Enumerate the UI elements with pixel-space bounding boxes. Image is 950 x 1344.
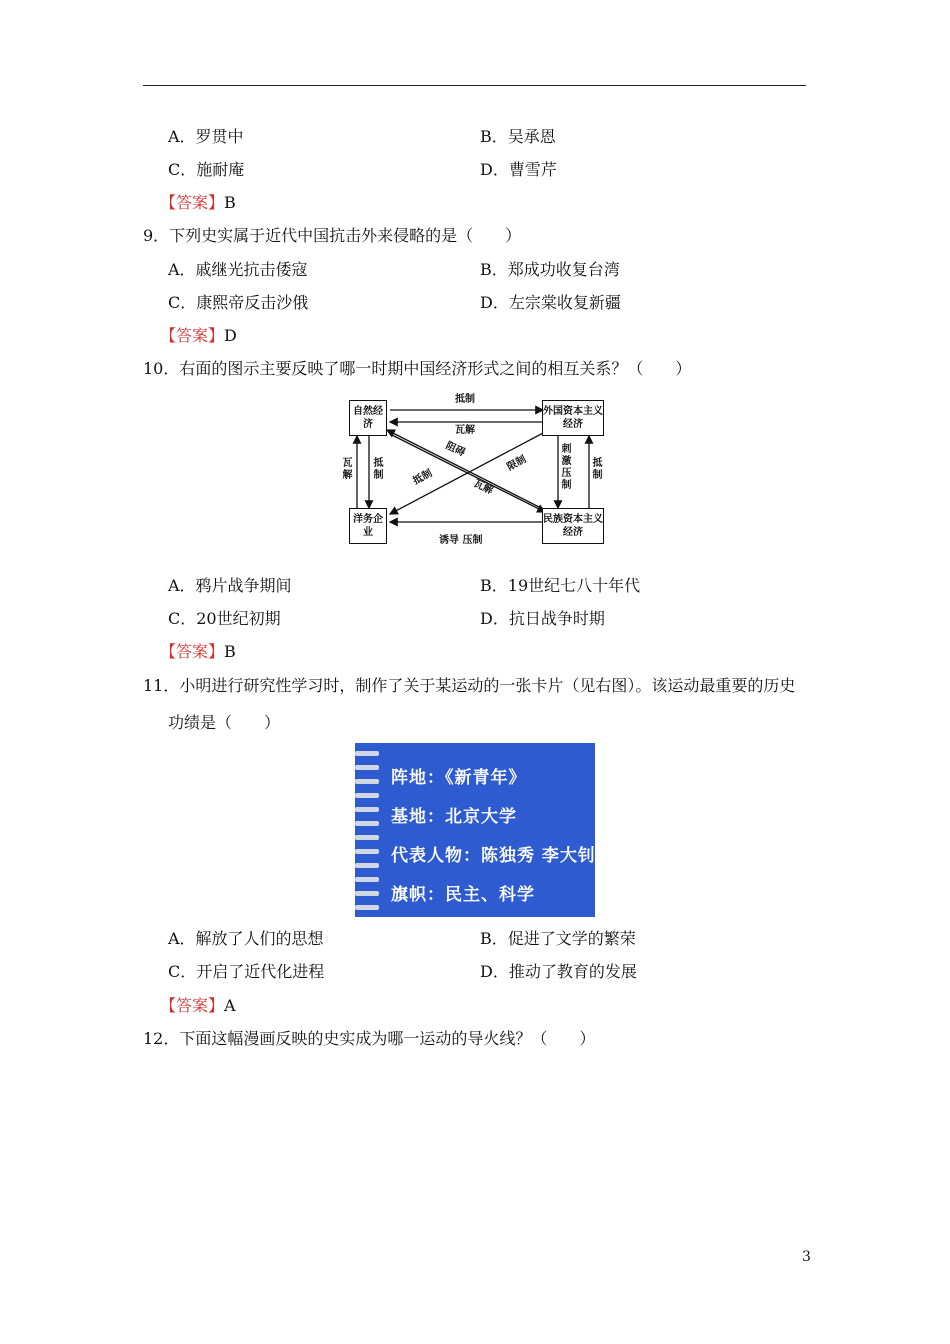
answer-value: A <box>224 996 236 1015</box>
q8-option-a[interactable]: A．罗贯中 <box>168 127 244 146</box>
q11-option-c[interactable]: C．开启了近代化进程 <box>168 962 325 981</box>
card-line-banner: 旗帜：民主、科学 <box>391 885 535 905</box>
label-right-stimulate-suppress: 刺激压制 <box>561 444 572 491</box>
card-line-base: 基地：北京大学 <box>391 807 517 827</box>
label-diag-restrict: 限制 <box>505 454 529 474</box>
economy-relation-diagram <box>342 392 605 552</box>
label-diag-disintegrate: 瓦解 <box>471 478 495 497</box>
spiral-ring <box>355 835 379 840</box>
answer-tag: 【答案】 <box>160 642 225 661</box>
box-natural-economy: 自然经济 <box>349 400 387 436</box>
q9-answer <box>160 326 237 346</box>
q9-option-c[interactable]: C．康熙帝反击沙俄 <box>168 293 309 312</box>
spiral-ring <box>355 751 379 756</box>
q10-option-a[interactable]: A．鸦片战争期间 <box>168 576 292 595</box>
box-foreign-capitalism: 外国资本主义经济 <box>542 400 604 436</box>
q11-stem-line1: 11．小明进行研究性学习时，制作了关于某运动的一张卡片（见右图）。该运动最重要的历史 <box>143 676 796 695</box>
label-bottom-induce-suppress: 诱导 压制 <box>439 535 483 546</box>
q10-answer <box>160 642 236 662</box>
answer-value: B <box>224 642 236 661</box>
q9-option-a[interactable]: A．戚继光抗击倭寇 <box>168 260 308 279</box>
spiral-ring <box>355 765 379 770</box>
q11-option-d[interactable]: D．推动了教育的发展 <box>480 962 637 981</box>
header-rule <box>143 85 806 86</box>
answer-tag: 【答案】 <box>160 996 225 1015</box>
spiral-ring <box>355 807 379 812</box>
label-diag-resist: 抵制 <box>411 468 435 488</box>
q8-answer <box>160 193 236 213</box>
spiral-ring <box>355 863 379 868</box>
q11-answer <box>160 996 236 1016</box>
answer-tag: 【答案】 <box>160 326 225 345</box>
label-left-disintegrate: 瓦解 <box>342 458 353 481</box>
answer-tag: 【答案】 <box>160 193 225 212</box>
box-national-capitalism: 民族资本主义经济 <box>542 508 604 544</box>
q11-stem-line2: 功绩是（ ） <box>168 713 281 732</box>
q11-option-b[interactable]: B．促进了文学的繁荣 <box>480 929 636 948</box>
spiral-ring <box>355 821 379 826</box>
label-top-resist: 抵制 <box>455 394 475 405</box>
q12-stem: 12．下面这幅漫画反映的史实成为哪一运动的导火线？（ ） <box>143 1029 596 1048</box>
q10-stem: 10．右面的图示主要反映了哪一时期中国经济形式之间的相互关系？（ ） <box>143 359 692 378</box>
label-left-resist: 抵制 <box>373 458 384 481</box>
spiral-ring <box>355 891 379 896</box>
q11-option-a[interactable]: A．解放了人们的思想 <box>168 929 324 948</box>
movement-card-image <box>355 743 595 917</box>
card-line-position: 阵地：《新青年》 <box>391 768 527 788</box>
q8-option-b[interactable]: B．吴承恩 <box>480 127 556 146</box>
answer-value: B <box>224 193 236 212</box>
answer-value: D <box>224 326 237 345</box>
q9-option-b[interactable]: B．郑成功收复台湾 <box>480 260 620 279</box>
q8-option-c[interactable]: C．施耐庵 <box>168 160 245 179</box>
page-number: 3 <box>802 1249 811 1265</box>
label-top-disintegrate: 瓦解 <box>455 425 475 436</box>
q10-option-d[interactable]: D．抗日战争时期 <box>480 609 605 628</box>
q9-stem: 9．下列史实属于近代中国抗击外来侵略的是（ ） <box>143 226 522 245</box>
label-right-resist: 抵制 <box>592 458 603 481</box>
box-westernization-enterprise: 洋务企业 <box>349 508 387 544</box>
spiral-ring <box>355 793 379 798</box>
q10-option-c[interactable]: C．20世纪初期 <box>168 609 281 628</box>
card-line-representatives: 代表人物：陈独秀 李大钊 <box>391 846 596 866</box>
label-diag-hinder: 阻碍 <box>443 440 467 459</box>
spiral-ring <box>355 779 379 784</box>
q9-option-d[interactable]: D．左宗棠收复新疆 <box>480 293 621 312</box>
spiral-ring <box>355 905 379 910</box>
spiral-ring <box>355 849 379 854</box>
spiral-ring <box>355 877 379 882</box>
q10-option-b[interactable]: B．19世纪七八十年代 <box>480 576 641 595</box>
q8-option-d[interactable]: D．曹雪芹 <box>480 160 557 179</box>
